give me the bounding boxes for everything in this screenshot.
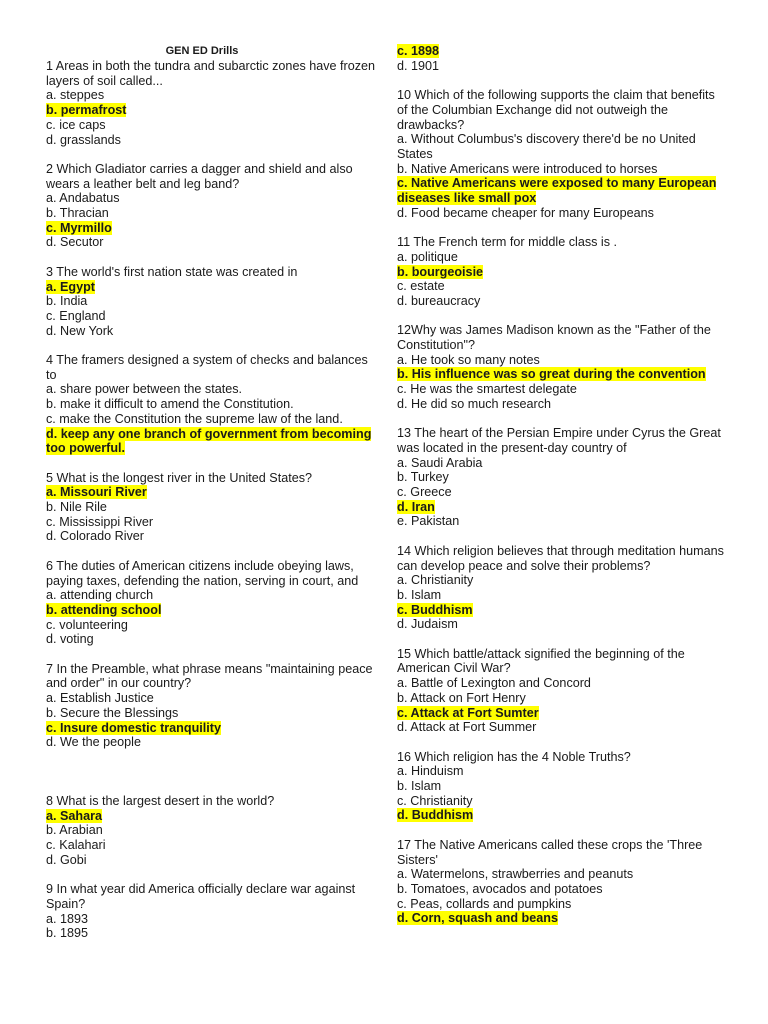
answer-option	[46, 632, 376, 647]
answer-option	[397, 588, 727, 603]
answer-option-text: d. Corn, squash and beans	[397, 911, 558, 926]
question-text: 1 Areas in both the tundra and subarctic zones have frozen layers of soil called...	[46, 59, 376, 88]
answer-option	[397, 514, 727, 529]
answer-option-text: c. Attack at Fort Sumter	[397, 705, 539, 720]
answer-option	[397, 206, 727, 221]
answer-option	[46, 926, 376, 941]
question-text: 3 The world's first nation state was created in	[46, 264, 298, 279]
question-block	[397, 544, 727, 632]
question-text: 5 What is the longest river in the United States?	[46, 470, 313, 485]
answer-option-text: a. Andabatus	[46, 191, 120, 206]
answer-option-text: b. Native Americans were introduced to horses	[397, 161, 658, 176]
answer-option-text: d. bureaucracy	[397, 293, 481, 308]
answer-option	[46, 618, 376, 633]
correct-answer-option	[46, 221, 376, 236]
question-text: 11 The French term for middle class is .	[397, 235, 618, 250]
answer-option-text: d. Colorado River	[46, 529, 144, 544]
answer-option-text: b. Thracian	[46, 206, 109, 221]
answer-option	[46, 735, 376, 750]
correct-answer-option	[397, 911, 727, 926]
answer-option	[397, 382, 727, 397]
answer-option	[46, 691, 376, 706]
answer-option-text: d. 1901	[397, 58, 440, 73]
question-text: 16 Which religion has the 4 Noble Truths?	[397, 749, 631, 764]
answer-option	[46, 133, 376, 148]
answer-option	[397, 897, 727, 912]
answer-option-text: c. estate	[397, 279, 445, 294]
answer-option	[46, 309, 376, 324]
answer-option-text: c. volunteering	[46, 617, 128, 632]
answer-option-text: c. ice caps	[46, 117, 106, 132]
answer-option-text: b. His influence was so great during the convention	[397, 367, 706, 382]
answer-option	[46, 412, 376, 427]
answer-option-text: a. steppes	[46, 88, 105, 103]
answer-option-text: c. Kalahari	[46, 838, 106, 853]
answer-option-text: c. Peas, collards and pumpkins	[397, 896, 572, 911]
answer-option-text: a. politique	[397, 249, 458, 264]
question-block	[397, 838, 727, 926]
question-block	[397, 426, 727, 529]
answer-option-text: c. Christianity	[397, 793, 473, 808]
answer-option-text: d. Gobi	[46, 852, 87, 867]
question-text: 9 In what year did America officially declare war against Spain?	[46, 882, 356, 911]
answer-option-text: c. Myrmillo	[46, 220, 112, 235]
answer-option	[397, 59, 727, 74]
correct-answer-option	[397, 500, 727, 515]
question-block	[46, 882, 376, 941]
answer-option-text: a. Christianity	[397, 573, 474, 588]
answer-option-text: c. Greece	[397, 485, 452, 500]
answer-option-text: e. Pakistan	[397, 514, 460, 529]
answer-option-text: b. India	[46, 294, 88, 309]
answer-option-text: c. 1898	[397, 44, 440, 58]
question-block	[397, 235, 727, 309]
question-block	[46, 59, 376, 147]
answer-option	[397, 470, 727, 485]
question-text: 7 In the Preamble, what phrase means "maintaining peace and order" in our country?	[46, 661, 373, 691]
answer-option-text: a. Watermelons, strawberries and peanuts	[397, 867, 634, 882]
question-block	[46, 265, 376, 339]
answer-option	[46, 235, 376, 250]
question-text: 2 Which Gladiator carries a dagger and shield and also wears a leather belt and leg band?	[46, 161, 353, 191]
correct-answer-option	[46, 427, 376, 456]
question-block	[397, 44, 727, 73]
answer-option-text: d. Iran	[397, 499, 435, 514]
answer-option	[46, 515, 376, 530]
correct-answer-option	[46, 485, 376, 500]
correct-answer-option	[46, 603, 376, 618]
answer-option	[397, 676, 727, 691]
document-title: GEN ED Drills	[165, 45, 239, 57]
question-block	[46, 662, 376, 750]
answer-option-text: b. Turkey	[397, 470, 449, 485]
answer-option-text: d. We the people	[46, 735, 141, 750]
correct-answer-option	[46, 103, 376, 118]
answer-option	[46, 706, 376, 721]
answer-option	[397, 132, 727, 161]
answer-option	[397, 456, 727, 471]
answer-option-text: d. keep any one branch of government from becoming too powerful.	[46, 426, 372, 456]
answer-option	[397, 617, 727, 632]
answer-option	[46, 88, 376, 103]
answer-option-text: b. bourgeoisie	[397, 264, 484, 279]
correct-answer-option	[397, 265, 727, 280]
question-text: 10 Which of the following supports the claim that benefits of the Columbian Exchange did not outweigh the drawbacks?	[397, 88, 715, 132]
answer-option-text: a. Egypt	[46, 279, 95, 294]
answer-option-text: b. Islam	[397, 587, 442, 602]
answer-option-text: a. He took so many notes	[397, 352, 540, 367]
answer-option-text: d. He did so much research	[397, 396, 551, 411]
answer-option-text: a. Sahara	[46, 808, 103, 823]
answer-option	[397, 779, 727, 794]
answer-option	[397, 794, 727, 809]
answer-option	[397, 250, 727, 265]
correct-answer-option	[397, 808, 727, 823]
answer-option-text: a. Establish Justice	[46, 691, 154, 706]
question-text: 13 The heart of the Persian Empire under Cyrus the Great was located in the present-day country of	[397, 426, 721, 455]
answer-option	[46, 206, 376, 221]
answer-option	[397, 353, 727, 368]
question-text: 14 Which religion believes that through meditation humans can develop peace and solve their problems?	[397, 543, 724, 573]
answer-option-text: b. 1895	[46, 926, 89, 941]
answer-option	[46, 294, 376, 309]
question-block	[397, 750, 727, 824]
answer-option	[46, 912, 376, 927]
answer-option-text: d. Secutor	[46, 235, 104, 250]
question-block	[46, 353, 376, 456]
correct-answer-option	[46, 809, 376, 824]
answer-option	[397, 485, 727, 500]
question-text: 17 The Native Americans called these crops the 'Three Sisters'	[397, 837, 703, 867]
question-text: 8 What is the largest desert in the world?	[46, 793, 275, 808]
correct-answer-option	[397, 706, 727, 721]
question-block	[46, 794, 376, 868]
right-column	[397, 44, 727, 941]
answer-option	[46, 397, 376, 412]
answer-option-text: d. Food became cheaper for many Europeans	[397, 205, 654, 220]
left-column	[46, 59, 376, 956]
answer-option	[397, 397, 727, 412]
answer-option-text: d. Buddhism	[397, 808, 474, 823]
answer-option-text: c. make the Constitution the supreme law of the land.	[46, 411, 343, 426]
answer-option-text: b. attending school	[46, 602, 162, 617]
answer-option-text: c. Native Americans were exposed to many European diseases like small pox	[397, 176, 717, 206]
correct-answer-option	[397, 176, 727, 205]
answer-option-text: a. 1893	[46, 911, 89, 926]
answer-option-text: b. Nile Rile	[46, 500, 107, 515]
answer-option-text: a. share power between the states.	[46, 382, 243, 397]
answer-option	[46, 529, 376, 544]
question-block	[46, 162, 376, 250]
answer-option	[46, 823, 376, 838]
answer-option	[46, 191, 376, 206]
answer-option-text: a. Without Columbus's discovery there'd be no United States	[397, 132, 696, 161]
answer-option-text: d. Attack at Fort Summer	[397, 720, 537, 735]
correct-answer-option	[397, 44, 727, 59]
answer-option	[397, 294, 727, 309]
question-block	[397, 647, 727, 735]
answer-option-text: a. Battle of Lexington and Concord	[397, 676, 591, 691]
answer-option-text: b. Secure the Blessings	[46, 705, 179, 720]
correct-answer-option	[46, 280, 376, 295]
question-text: 15 Which battle/attack signified the beginning of the American Civil War?	[397, 646, 685, 676]
answer-option-text: c. Buddhism	[397, 602, 473, 617]
answer-option	[46, 118, 376, 133]
answer-option-text: c. Insure domestic tranquility	[46, 720, 221, 735]
answer-option-text: a. Saudi Arabia	[397, 455, 483, 470]
answer-option-text: d. voting	[46, 632, 94, 647]
answer-option-text: d. New York	[46, 323, 114, 338]
correct-answer-option	[397, 603, 727, 618]
question-block	[46, 559, 376, 647]
answer-option-text: b. Arabian	[46, 823, 103, 838]
question-block	[46, 471, 376, 545]
answer-option	[397, 882, 727, 897]
correct-answer-option	[397, 367, 727, 382]
answer-option-text: b. Attack on Fort Henry	[397, 690, 526, 705]
answer-option	[397, 162, 727, 177]
answer-option	[397, 764, 727, 779]
answer-option	[397, 720, 727, 735]
answer-option	[397, 867, 727, 882]
answer-option-text: c. He was the smartest delegate	[397, 382, 577, 397]
question-text: 12Why was James Madison known as the "Father of the Constitution"?	[397, 323, 711, 353]
answer-option-text: c. Mississippi River	[46, 514, 154, 529]
answer-option	[46, 500, 376, 515]
answer-option-text: a. attending church	[46, 588, 154, 603]
answer-option-text: c. England	[46, 308, 106, 323]
answer-option	[46, 588, 376, 603]
answer-option-text: d. Judaism	[397, 617, 458, 632]
answer-option	[397, 691, 727, 706]
answer-option-text: a. Hinduism	[397, 764, 464, 779]
question-text: 6 The duties of American citizens include obeying laws, paying taxes, defending the nation, serving in court, and	[46, 558, 359, 588]
answer-option-text: a. Missouri River	[46, 485, 147, 500]
answer-option	[397, 279, 727, 294]
answer-option	[397, 573, 727, 588]
answer-option-text: b. Islam	[397, 779, 442, 794]
correct-answer-option	[46, 721, 376, 736]
answer-option	[46, 838, 376, 853]
answer-option-text: d. grasslands	[46, 132, 121, 147]
question-block	[397, 323, 727, 411]
answer-option-text: b. make it difficult to amend the Constitution.	[46, 397, 294, 412]
answer-option-text: b. permafrost	[46, 103, 127, 118]
question-block	[397, 88, 727, 220]
answer-option-text: b. Tomatoes, avocados and potatoes	[397, 881, 603, 896]
answer-option	[46, 324, 376, 339]
answer-option	[46, 853, 376, 868]
question-text: 4 The framers designed a system of checks and balances to	[46, 353, 368, 382]
answer-option	[46, 382, 376, 397]
